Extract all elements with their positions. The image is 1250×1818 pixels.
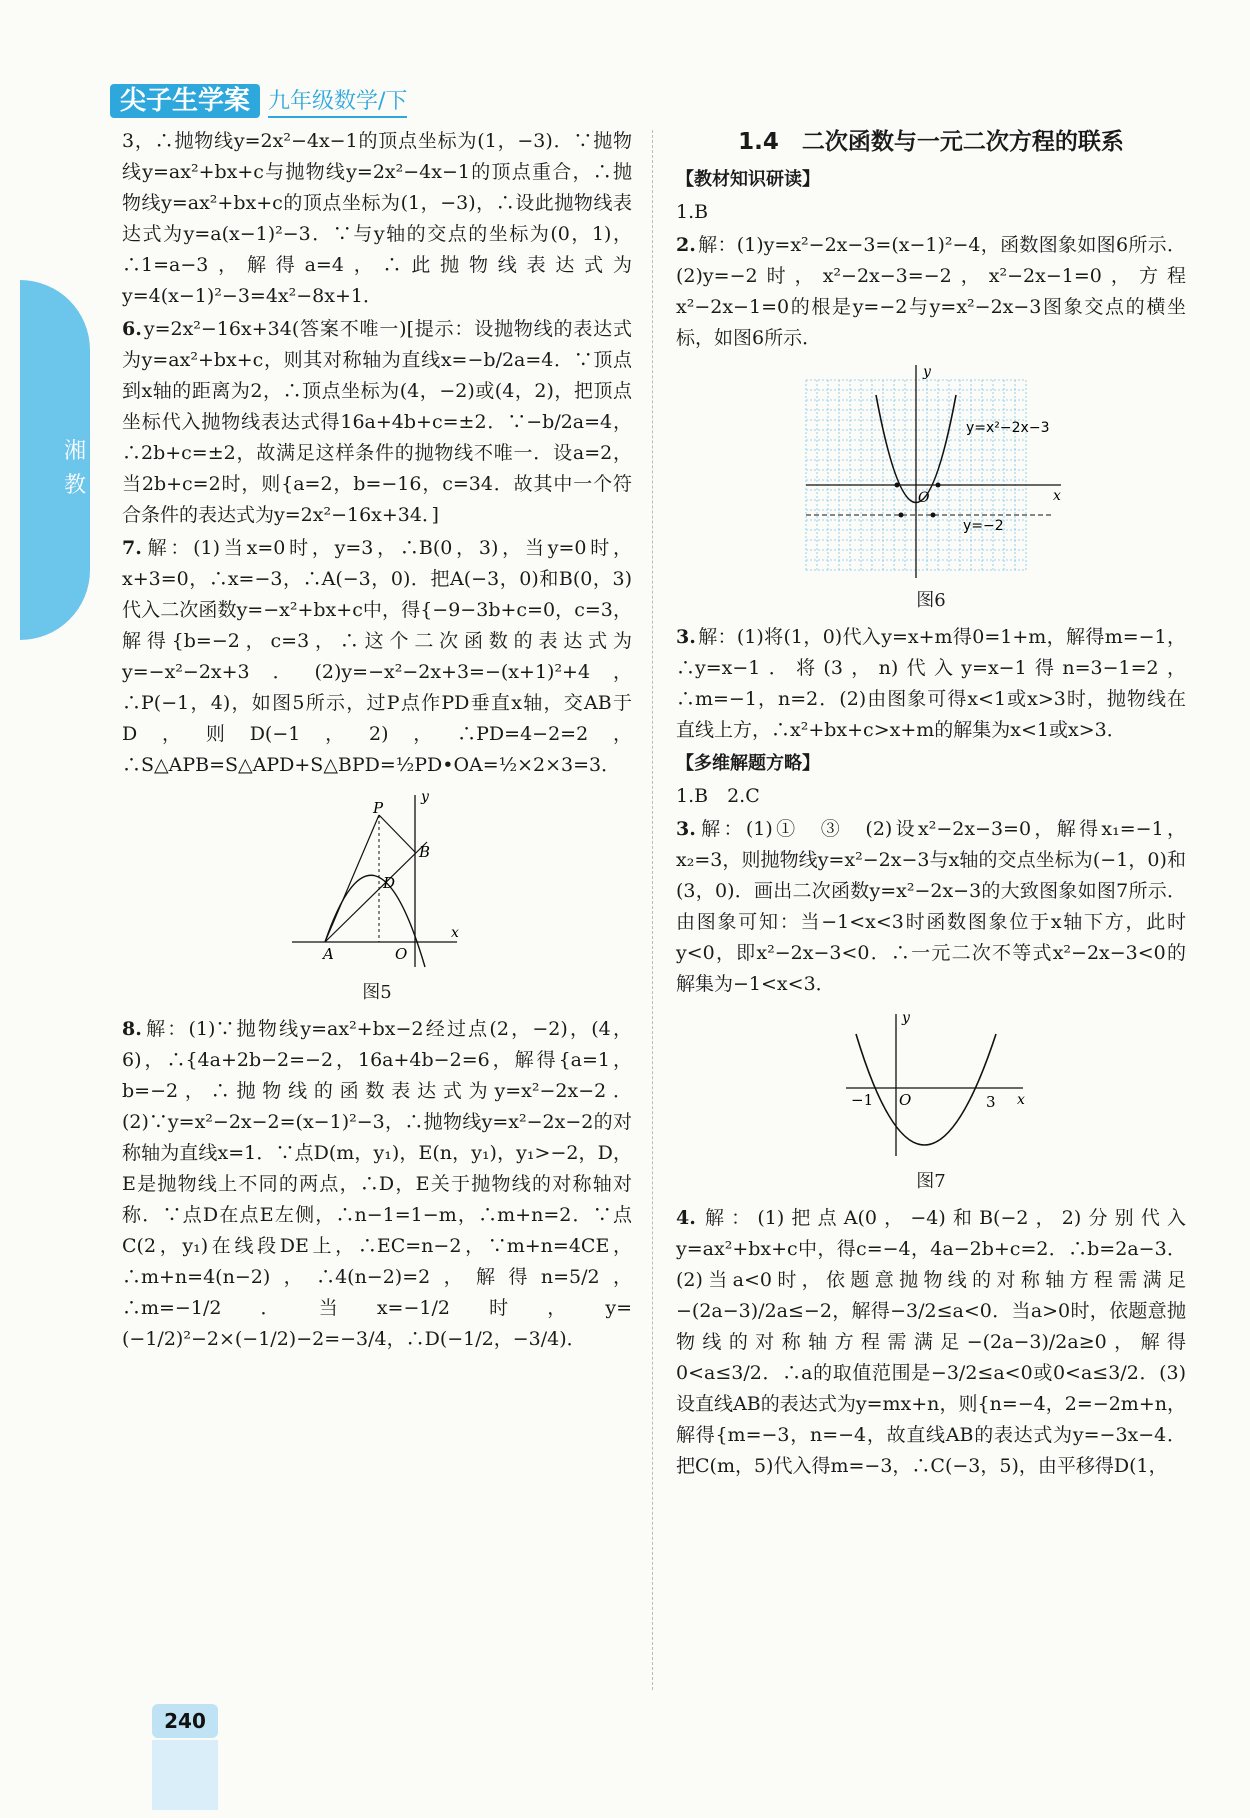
- answer-m3: [676, 814, 1186, 1000]
- book-subtitle: 九年级数学/下: [268, 88, 407, 118]
- section-title: 1.4 二次函数与一元二次方程的联系: [738, 129, 1124, 155]
- column-divider: [652, 130, 653, 1690]
- side-tab-label: 湘教: [64, 439, 87, 498]
- x-label: x: [451, 925, 459, 941]
- origin-label: O: [899, 1091, 912, 1109]
- answer-r3-text: 解：(1)将(1，0)代入y=x+m得0=1+m，解得m=−1，∴y=x−1．将(3，n)代入y=x−1得n=3−1=2，∴m=−1，n=2．(2)由图象可得x<1或x>3时，抛物线在直线上方，∴x²+bx+c>x+m的解集为x<1或x>3．: [676, 626, 1186, 741]
- answer-m4-number: 4.: [676, 1207, 696, 1229]
- answer-8-text: 解：(1)∵抛物线y=ax²+bx−2经过点(2，−2)，(4，6)，∴{4a+2b−2=−2，16a+4b−2=6，解得{a=1，b=−2，∴抛物线的函数表达式为y=x²−2x−2．(2)∵y=x²−2x−2=(x−1)²−3，∴抛物线y=x²−2x−2的对称轴为直线x=1．∵点D(m，y₁)，E(n，y₁)，y₁>−2，D，E是抛物线上不同的两点，∴D，E关于抛物线的对称轴对称．∵点D在点E左侧，∴n−1=1−m，∴m+n=2．∵点C(2，y₁)在线段DE上，∴EC=n−2，∵m+n=4CE，∴m+n=4(n−2)，∴4(n−2)=2，解得n=5/2，∴m=−1/2．当x=−1/2时，y=(−1/2)²−2×(−1/2)−2=−3/4，∴D(−1/2，−3/4)．: [122, 1018, 632, 1350]
- origin-label: O: [395, 945, 408, 963]
- figure-6: [676, 360, 1186, 616]
- answer-8: [122, 1014, 632, 1355]
- y-label: y: [421, 789, 429, 805]
- answer-7-text: 解：(1)当x=0时，y=3，∴B(0，3)，当y=0时，x+3=0，∴x=−3，∴A(−3，0)．把A(−3，0)和B(0，3)代入二次函数y=−x²+bx+c中，得{−9−3b+c=0，c=3，解得{b=−2，c=3，∴这个二次函数的表达式为y=−x²−2x+3．(2)y=−x²−2x+3=−(x+1)²+4，∴P(−1，4)，如图5所示，过P点作PD垂直x轴，交AB于D，则D(−1，2)，∴PD=4−2=2，∴S△APB=S△APD+S△BPD=½PD•OA=½×2×3=3．: [122, 537, 632, 776]
- answer-6-text: y=2x²−16x+34(答案不唯一)[提示：设抛物线的表达式为y=ax²+bx+c，则其对称轴为直线x=−b/2a=4．∵顶点到x轴的距离为2，∴顶点坐标为(4，−2)或(4，2)，把顶点坐标代入抛物线表达式得16a+4b+c=±2．∵−b/2a=4，∴2b+c=±2，故满足这样条件的抛物线不唯一．设a=2，当2b+c=2时，则{a=2，b=−16，c=34．故其中一个符合条件的表达式为y=2x²−16x+34．]: [122, 318, 632, 526]
- root-label-neg1: −1: [851, 1091, 874, 1109]
- curve-label: y=x²−2x−3: [966, 420, 1050, 436]
- answer-r3: [676, 622, 1186, 746]
- side-tab: [20, 280, 90, 640]
- figure-6-caption: 图6: [916, 590, 946, 611]
- answer-m3-number: 3.: [676, 818, 696, 840]
- answer-7: [122, 533, 632, 781]
- point-d: D: [383, 874, 396, 892]
- parabola: [856, 1034, 996, 1145]
- answer-r3-number: 3.: [676, 626, 696, 648]
- figure-6-graph: [791, 360, 1071, 585]
- intro-paragraph: 3，∴抛物线y=2x²−4x−1的顶点坐标为(1，−3)．∵抛物线y=ax²+bx+c与抛物线y=2x²−4x−1的顶点重合，∴抛物线y=ax²+bx+c的顶点坐标为(1，−3)，∴设此抛物线表达式为y=a(x−1)²−3．∵与y轴的交点的坐标为(0，1)，∴1=a−3，解得a=4，∴此抛物线表达式为y=4(x−1)²−3=4x²−8x+1．: [122, 130, 632, 307]
- figure-5-caption: 图5: [362, 982, 392, 1003]
- point-b: B: [419, 843, 431, 861]
- x-label: x: [1053, 488, 1061, 504]
- answer-m4: [676, 1203, 1186, 1482]
- tag-knowledge: 【教材知识研读】: [676, 169, 820, 190]
- segment-pb: [379, 815, 415, 852]
- figure-7: [676, 1006, 1186, 1197]
- left-column: [122, 126, 632, 1357]
- root-label-3: 3: [986, 1093, 996, 1111]
- brand-title: 尖子生学案: [110, 84, 260, 118]
- answer-6-number: 6.: [122, 318, 142, 340]
- tag-strategy: 【多维解题方略】: [676, 753, 820, 774]
- segment-ap: [325, 815, 379, 942]
- y-label: y: [902, 1010, 910, 1026]
- parabola: [325, 875, 425, 967]
- answer-r2: [676, 230, 1186, 354]
- answer-m3-text: 解：(1)① ③ (2)设x²−2x−3=0，解得x₁=−1，x₂=3，则抛物线y=x²−2x−3与x轴的交点坐标为(−1，0)和(3，0)．画出二次函数y=x²−2x−3的大致图象如图7所示．由图象可知：当−1<x<3时函数图象位于x轴下方，此时y<0，即x²−2x−3<0．∴一元二次不等式x²−2x−3<0的解集为−1<x<3．: [676, 818, 1186, 995]
- answer-r2-text: 解：(1)y=x²−2x−3=(x−1)²−4，函数图象如图6所示．(2)y=−2时，x²−2x−3=−2，x²−2x−1=0，方程x²−2x−1=0的根是y=−2与y=x²−2x−3图象交点的横坐标，如图6所示．: [676, 234, 1186, 349]
- page-header: [110, 86, 407, 118]
- root-point: [895, 483, 900, 488]
- page-number-strip: [152, 1740, 218, 1810]
- point-a: A: [323, 945, 334, 963]
- figure-5: [122, 787, 632, 1008]
- right-column: [676, 126, 1186, 1484]
- answer-r1: 1.B: [676, 201, 709, 223]
- figure-7-graph: [831, 1006, 1031, 1166]
- y-label: y: [923, 364, 931, 380]
- answer-6: [122, 314, 632, 531]
- answer-m4-text: 解：(1)把点A(0，−4)和B(−2，2)分别代入y=ax²+bx+c中，得c=−4，4a−2b+c=2．∴b=2a−3．(2)当a<0时，依题意抛物线的对称轴方程需满足−(2a−3)/2a≤−2，解得−3/2≤a<0．当a>0时，依题意抛物线的对称轴方程需满足−(2a−3)/2a≥0，解得0<a≤3/2．∴a的取值范围是−3/2≤a<0或0<a≤3/2．(3)设直线AB的表达式为y=mx+n，则{n=−4，2=−2m+n，解得{m=−3，n=−4，故直线AB的表达式为y=−3x−4．把C(m，5)代入得m=−3，∴C(−3，5)，由平移得D(1，: [676, 1207, 1186, 1477]
- x-label: x: [1017, 1092, 1025, 1108]
- line-label: y=−2: [963, 518, 1004, 534]
- origin-label: O: [918, 490, 930, 506]
- figure-5-graph: [287, 787, 467, 977]
- page-number: 240: [152, 1704, 218, 1738]
- answer-7-number: 7.: [122, 537, 142, 559]
- figure-7-caption: 图7: [916, 1171, 946, 1192]
- answer-8-number: 8.: [122, 1018, 142, 1040]
- answer-r2-number: 2.: [676, 234, 696, 256]
- intersection-point: [899, 513, 904, 518]
- root-point: [936, 483, 941, 488]
- answer-m12: 1.B 2.C: [676, 785, 760, 807]
- intersection-point: [931, 513, 936, 518]
- point-p: P: [373, 799, 384, 817]
